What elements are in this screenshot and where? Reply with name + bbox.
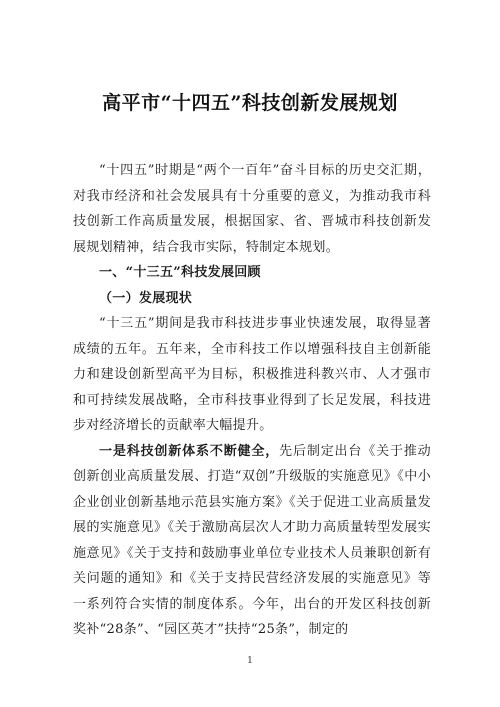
paragraph-lead: 一是科技创新体系不断健全， [99, 443, 280, 459]
document-body [73, 158, 431, 643]
body-paragraph: “十三五”期间是我市科技进步事业快速发展，取得显著成绩的五年。五年来，全市科技工作以增强科技自主创新能力和建设创新型高平为目标，积极推进科教兴市、人才强市和可持续发展战略，全市科技事业得到了长足发展，科技进步对经济增长的贡献率大幅提升。 [73, 316, 431, 433]
page-number: 1 [247, 656, 253, 666]
body-paragraph [73, 439, 431, 643]
paragraph-text: 先后制定出台《关于推动创新创业高质量发展、打造“双创”升级版的实施意见》《中小企业创业创新基地示范县实施方案》《关于促进工业高质量发展的实施意见》《关于激励高层次人才助力高质量转型发展实施意见》《关于支持和鼓励事业单位专业技术人员兼职创新有关问题的通知》和《关于支持民营经济发展的实施意见》等一系列符合实情的制度体系。今年，出台的开发区科技创新奖补“28条”、“园区英才”扶持“25条”，制定的 [73, 443, 431, 637]
subsection-heading: （一）发展现状 [99, 290, 193, 306]
document-title: 高平市“十四五”科技创新发展规划 [102, 92, 398, 114]
intro-paragraph: “十四五”时期是“两个一百年”奋斗目标的历史交汇期，对我市经济和社会发展具有十分重要的意义，为推动我市科技创新工作高质量发展，根据国家、省、晋城市科技创新发展规划精神，结合我市实际，特制定本规划。 [73, 163, 431, 255]
section-heading: 一、“十三五”科技发展回顾 [99, 265, 261, 280]
